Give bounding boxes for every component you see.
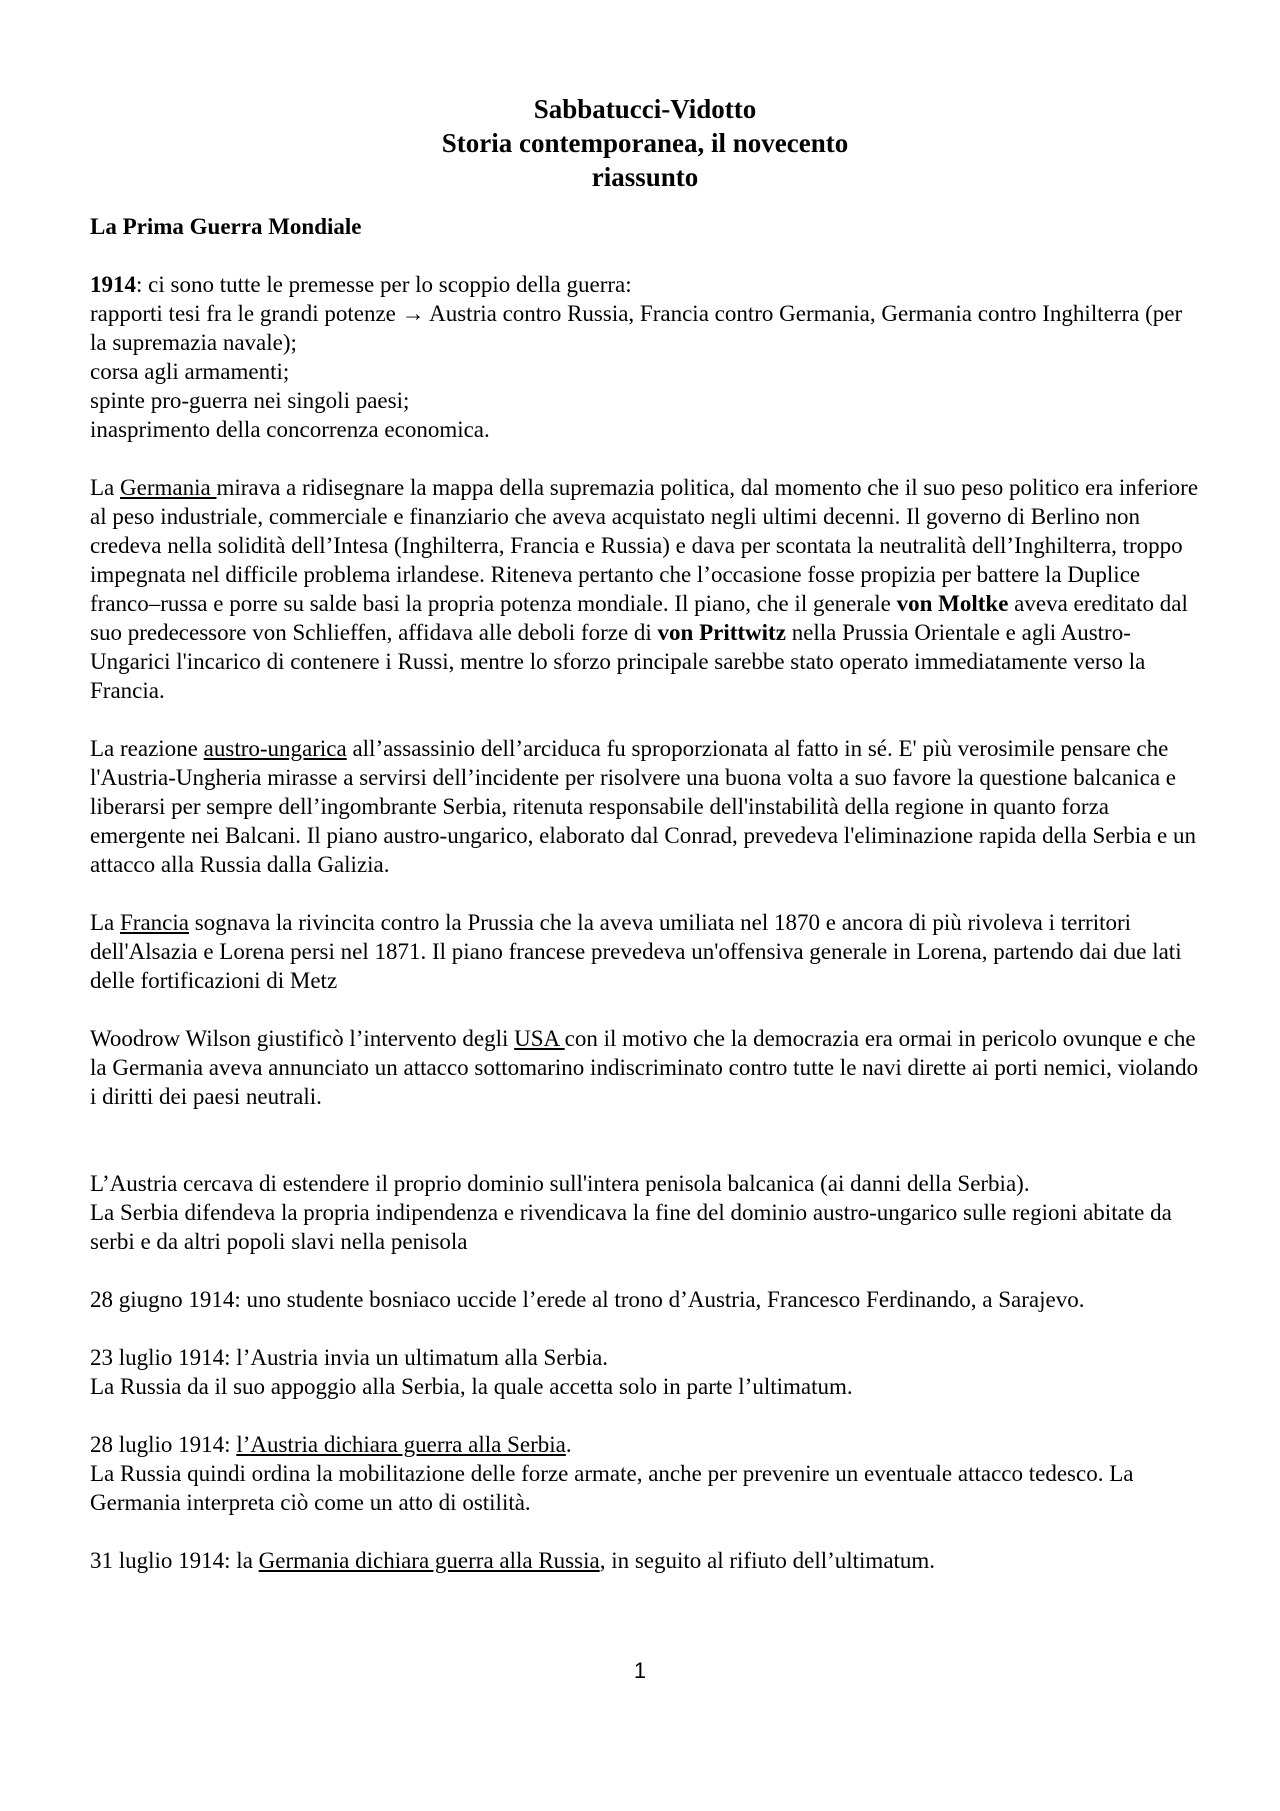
document-title — [90, 92, 1200, 194]
usa-paragraph: Woodrow Wilson giustificò l’intervento degli USA con il motivo che la democrazia era ormai in pericolo ovunque e che la Germania aveva annunciato un attacco sottomarino indiscriminato contro tutte le navi dirette ai porti nemici, violando i diritti dei paesi neutrali. — [90, 1026, 1199, 1109]
page-number: 1 — [633, 1658, 647, 1683]
premises-intro: : ci sono tutte le premesse per lo scoppio della guerra: — [136, 272, 632, 297]
timeline-event: 31 luglio 1914: la Germania dichiara guerra alla Russia, in seguito al rifiuto dell’ultimatum. — [90, 1548, 936, 1573]
document-page — [90, 92, 1200, 1575]
war-declaration-russia: Germania dichiara guerra alla Russia — [258, 1548, 600, 1573]
germany-link: Germania — [120, 475, 217, 500]
name-moltke: von Moltke — [896, 591, 1009, 616]
usa-link: USA — [514, 1026, 565, 1051]
france-paragraph: La Francia sognava la rivincita contro la Prussia che la aveva umiliata nel 1870 e ancora di più rivoleva i territori dell'Alsazia e Lorena persi nel 1871. Il piano francese prevedeva un'offensiva generale in Lorena, partendo dai due lati delle fortificazioni di Metz — [90, 910, 1182, 993]
war-declaration-serbia: l’Austria dichiara guerra alla Serbia — [236, 1432, 566, 1457]
premise-item: corsa agli armamenti; — [90, 359, 290, 384]
timeline-event: 23 luglio 1914: l’Austria invia un ultimatum alla Serbia. La Russia da il suo appoggio alla Serbia, la quale accetta solo in parte l’ultimatum. — [90, 1345, 853, 1399]
premises-year: 1914 — [90, 272, 136, 297]
name-prittwitz: von Prittwitz — [657, 620, 786, 645]
france-link: Francia — [120, 910, 189, 935]
austria-link: austro-ungarica — [203, 736, 347, 761]
austria-reaction-paragraph: La reazione austro-ungarica all’assassinio dell’arciduca fu sproporzionata al fatto in sé. E' più verosimile pensare che l'Austria-Ungheria mirasse a servirsi dell’incidente per risolvere una buona volta a suo favore la questione balcanica e liberarsi per sempre dell’ingombrante Serbia, ritenuta responsabile dell'instabilità della regione in quanto forza emergente nei Balcani. Il piano austro-ungarico, elaborato dal Conrad, prevedeva l'eliminazione rapida della Serbia e un attacco alla Russia dalla Galizia. — [90, 736, 1196, 877]
section-heading: La Prima Guerra Mondiale — [90, 214, 362, 239]
germany-paragraph: La Germania mirava a ridisegnare la mappa della supremazia politica, dal momento che il suo peso politico era inferiore al peso industriale, commerciale e finanziario che aveva acquistato negli ultimi decenni. Il governo di Berlino non credeva nella solidità dell’Intesa (Inghilterra, Francia e Russia) e dava per scontata la neutralità dell’Inghilterra, troppo impegnata nel difficile problema irlandese. Riteneva pertanto che l’occasione fosse propizia per battere la Duplice franco–russa e porre su salde basi la propria potenza mondiale. Il piano, che il generale von Moltke aveva ereditato dal suo predecessore von Schlieffen, affidava alle deboli forze di von Prittwitz nella Prussia Orientale e agli Austro-Ungarici l'incarico di contenere i Russi, mentre lo sforzo principale sarebbe stato operato immediatamente verso la Francia. — [90, 475, 1199, 703]
premise-item: inasprimento della concorrenza economica. — [90, 417, 490, 442]
title-author: Sabbatucci-Vidotto — [533, 94, 757, 124]
premises-paragraph — [90, 270, 1200, 444]
premise-item: spinte pro-guerra nei singoli paesi; — [90, 388, 410, 413]
premise-item: rapporti tesi fra le grandi potenze → Austria contro Russia, Francia contro Germania, Germania contro Inghilterra (per la supremazia navale); — [90, 301, 1183, 355]
austria-serbia-paragraph: L’Austria cercava di estendere il proprio dominio sull'intera penisola balcanica (ai danni della Serbia). La Serbia difendeva la propria indipendenza e rivendicava la fine del dominio austro-ungarico sulle regioni abitate da serbi e da altri popoli slavi nella penisola — [90, 1171, 1172, 1254]
title-subtitle: riassunto — [591, 162, 699, 192]
title-book: Storia contemporanea, il novecento — [441, 128, 849, 158]
timeline-event: 28 luglio 1914: l’Austria dichiara guerra alla Serbia. La Russia quindi ordina la mobilitazione delle forze armate, anche per prevenire un eventuale attacco tedesco. La Germania interpreta ciò come un atto di ostilità. — [90, 1432, 1134, 1515]
timeline-event: 28 giugno 1914: uno studente bosniaco uccide l’erede al trono d’Austria, Francesco Ferdinando, a Sarajevo. — [90, 1287, 1085, 1312]
